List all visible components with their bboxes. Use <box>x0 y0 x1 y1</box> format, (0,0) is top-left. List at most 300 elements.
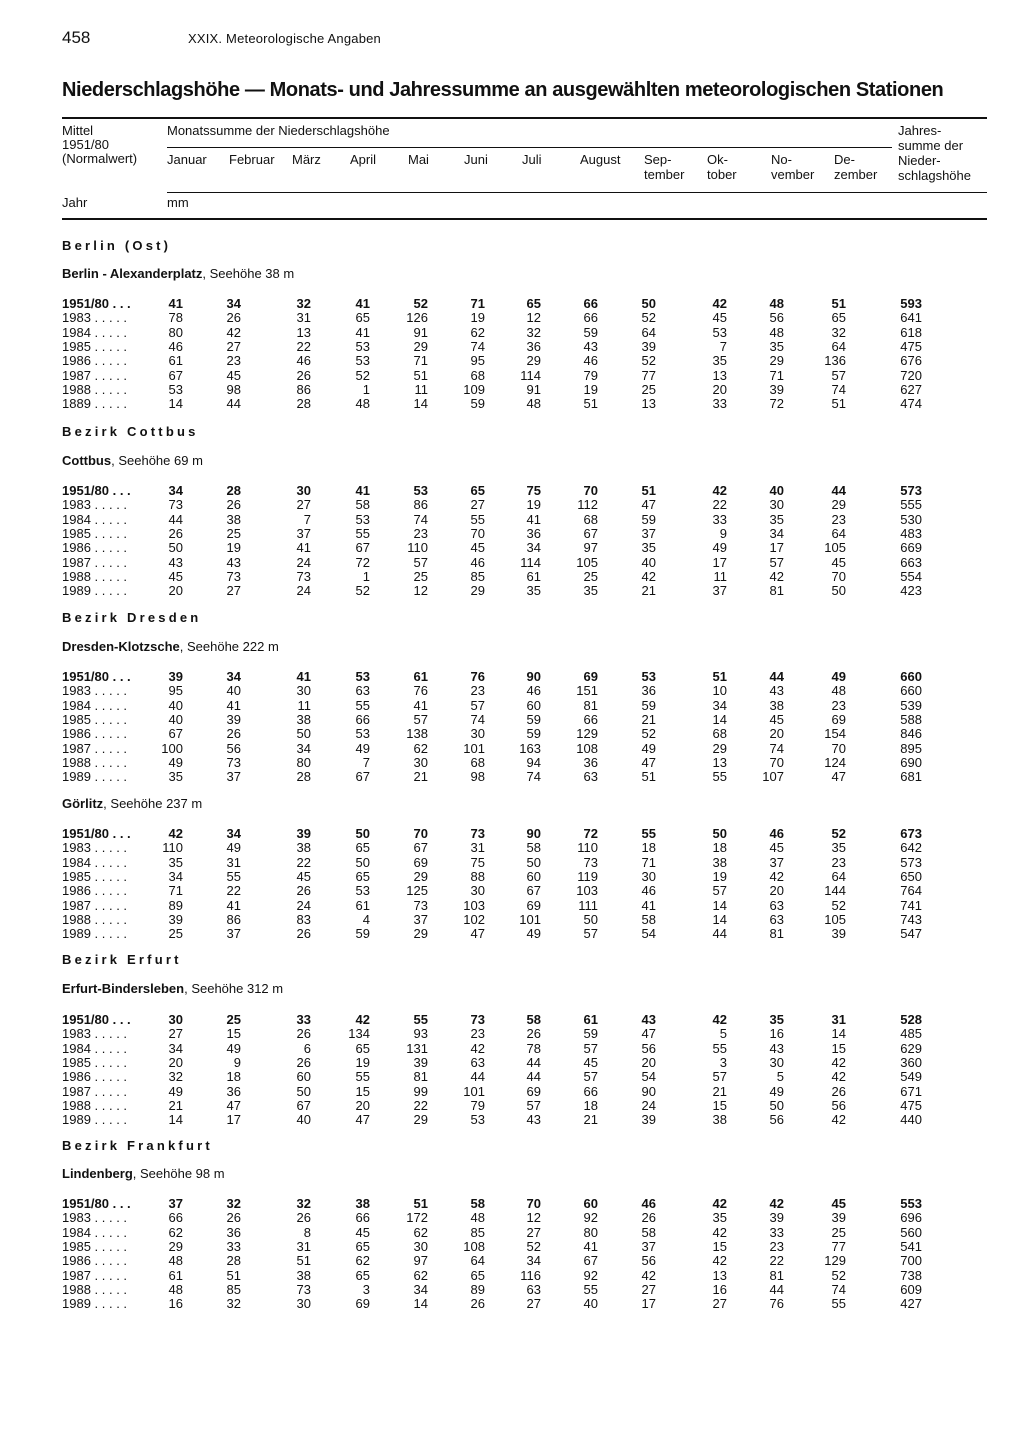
month-value-cell: 63 <box>526 1281 541 1297</box>
month-value-cell: 29 <box>168 1238 183 1254</box>
month-value-cell: 67 <box>168 726 183 742</box>
month-value-cell: 57 <box>470 697 485 713</box>
row-year: 1951/80 . . . <box>62 1012 131 1027</box>
table-row <box>0 1113 1024 1127</box>
annual-sum-cell: 553 <box>900 1196 922 1211</box>
month-value-cell: 53 <box>355 353 370 369</box>
annual-sum-cell: 618 <box>900 324 922 340</box>
month-value-cell: 76 <box>413 683 428 699</box>
month-value-cell: 77 <box>831 1238 846 1254</box>
month-value-cell: 57 <box>712 883 727 899</box>
month-value-cell: 101 <box>519 911 541 927</box>
month-value-cell: 110 <box>407 540 428 556</box>
station-label: Dresden-Klotzsche, Seehöhe 222 m <box>62 639 279 654</box>
month-value-cell: 71 <box>470 296 485 311</box>
month-value-cell: 95 <box>168 683 183 699</box>
month-value-cell: 26 <box>296 367 311 383</box>
table-row <box>0 899 1024 913</box>
station-name: Cottbus <box>62 453 112 468</box>
month-value-cell: 43 <box>641 1012 656 1027</box>
row-year: 1989 . . . . . <box>62 1112 128 1128</box>
month-value-cell: 50 <box>712 826 727 841</box>
month-value-cell: 24 <box>296 897 311 913</box>
month-value-cell: 86 <box>413 497 428 513</box>
header-annual-3: Nieder- <box>898 153 941 168</box>
header-normalwert: (Normalwert) <box>62 151 138 166</box>
month-value-cell: 44 <box>712 926 727 942</box>
month-value-cell: 60 <box>526 697 541 713</box>
month-value-cell: 42 <box>712 1012 727 1027</box>
annual-sum-cell: 738 <box>900 1267 922 1283</box>
header-annual-1: Jahres- <box>898 123 942 138</box>
header-februar: Februar <box>229 152 275 167</box>
month-value-cell: 61 <box>526 568 541 584</box>
month-value-cell: 98 <box>470 769 485 785</box>
month-value-cell: 14 <box>168 1112 183 1128</box>
month-value-cell: 68 <box>712 726 727 742</box>
month-value-cell: 25 <box>226 1012 241 1027</box>
month-value-cell: 19 <box>355 1054 370 1070</box>
month-value-cell: 29 <box>413 926 428 942</box>
row-year: 1986 . . . . . <box>62 1069 128 1085</box>
month-value-cell: 68 <box>470 754 485 770</box>
month-value-cell: 13 <box>712 1267 727 1283</box>
month-value-cell: 3 <box>362 1281 370 1297</box>
month-value-cell: 73 <box>413 897 428 913</box>
month-value-cell: 45 <box>769 711 784 727</box>
month-value-cell: 124 <box>824 754 846 770</box>
row-year: 1989 . . . . . <box>62 926 128 942</box>
header-mittel: Mittel <box>62 123 94 138</box>
month-value-cell: 80 <box>296 754 311 770</box>
month-value-cell: 26 <box>226 726 241 742</box>
month-value-cell: 30 <box>413 754 428 770</box>
month-value-cell: 23 <box>226 353 241 369</box>
month-value-cell: 69 <box>583 669 598 684</box>
month-value-cell: 14 <box>168 396 183 412</box>
month-value-cell: 29 <box>712 740 727 756</box>
month-value-cell: 134 <box>348 1026 370 1042</box>
month-value-cell: 154 <box>824 726 846 742</box>
month-value-cell: 78 <box>526 1040 541 1056</box>
month-value-cell: 40 <box>168 697 183 713</box>
month-value-cell: 42 <box>831 1069 846 1085</box>
month-value-cell: 20 <box>712 381 727 397</box>
station-name: Lindenberg <box>62 1166 133 1181</box>
month-value-cell: 44 <box>526 1054 541 1070</box>
month-value-cell: 16 <box>712 1281 727 1297</box>
month-value-cell: 67 <box>355 540 370 556</box>
section-heading: Bezirk Frankfurt <box>62 1138 213 1153</box>
month-value-cell: 51 <box>712 669 727 684</box>
month-value-cell: 131 <box>406 1040 428 1056</box>
month-value-cell: 49 <box>769 1083 784 1099</box>
annual-sum-cell: 671 <box>900 1083 922 1099</box>
month-value-cell: 27 <box>712 1296 727 1312</box>
month-value-cell: 71 <box>641 854 656 870</box>
month-value-cell: 65 <box>355 1267 370 1283</box>
month-value-cell: 59 <box>526 711 541 727</box>
month-value-cell: 55 <box>226 868 241 884</box>
month-value-cell: 65 <box>470 1267 485 1283</box>
month-value-cell: 62 <box>168 1224 183 1240</box>
month-value-cell: 109 <box>463 381 485 397</box>
month-value-cell: 24 <box>641 1097 656 1113</box>
month-value-cell: 30 <box>641 868 656 884</box>
month-value-cell: 136 <box>824 353 846 369</box>
month-value-cell: 23 <box>831 511 846 527</box>
station-label: Görlitz, Seehöhe 237 m <box>62 796 203 811</box>
month-value-cell: 51 <box>583 396 598 412</box>
table-row <box>0 742 1024 756</box>
month-value-cell: 45 <box>296 868 311 884</box>
month-value-cell: 50 <box>296 1083 311 1099</box>
month-value-cell: 56 <box>769 1112 784 1128</box>
annual-sum-cell: 895 <box>900 740 922 756</box>
month-value-cell: 53 <box>355 726 370 742</box>
header-month-group: Monatssumme der Niederschlagshöhe <box>167 123 390 138</box>
month-value-cell: 73 <box>226 568 241 584</box>
month-value-cell: 33 <box>712 511 727 527</box>
month-value-cell: 27 <box>168 1026 183 1042</box>
month-value-cell: 73 <box>226 754 241 770</box>
month-value-cell: 59 <box>583 324 598 340</box>
month-value-cell: 49 <box>712 540 727 556</box>
month-value-cell: 25 <box>413 568 428 584</box>
month-value-cell: 27 <box>470 497 485 513</box>
month-value-cell: 42 <box>712 483 727 498</box>
month-value-cell: 65 <box>355 1040 370 1056</box>
month-value-cell: 69 <box>526 897 541 913</box>
month-value-cell: 69 <box>413 854 428 870</box>
month-value-cell: 55 <box>355 697 370 713</box>
month-value-cell: 163 <box>519 740 541 756</box>
row-year: 1986 . . . . . <box>62 883 128 899</box>
month-value-cell: 81 <box>769 583 784 599</box>
page-title: Niederschlagshöhe — Monats- und Jahressumme an ausgewählten meteorologischen Stationen <box>62 79 944 101</box>
month-value-cell: 39 <box>168 911 183 927</box>
row-year: 1984 . . . . . <box>62 854 128 870</box>
annual-sum-cell: 555 <box>900 497 922 513</box>
month-value-cell: 59 <box>583 1026 598 1042</box>
month-value-cell: 22 <box>296 338 311 354</box>
month-value-cell: 61 <box>583 1012 598 1027</box>
month-value-cell: 43 <box>583 338 598 354</box>
month-value-cell: 44 <box>769 669 784 684</box>
month-value-cell: 81 <box>413 1069 428 1085</box>
table-row <box>0 1042 1024 1056</box>
row-year: 1889 . . . . . <box>62 396 128 412</box>
month-value-cell: 29 <box>413 338 428 354</box>
row-year: 1984 . . . . . <box>62 1040 128 1056</box>
month-value-cell: 37 <box>226 926 241 942</box>
row-year: 1986 . . . . . <box>62 353 128 369</box>
page-number: 458 <box>62 28 91 47</box>
header-oktober-2: tober <box>707 167 737 182</box>
month-value-cell: 83 <box>296 911 311 927</box>
month-value-cell: 17 <box>712 554 727 570</box>
month-value-cell: 36 <box>583 754 598 770</box>
header-maerz: März <box>292 152 321 167</box>
month-value-cell: 108 <box>576 740 598 756</box>
month-value-cell: 20 <box>641 1054 656 1070</box>
month-value-cell: 144 <box>824 883 846 899</box>
month-value-cell: 19 <box>526 497 541 513</box>
month-value-cell: 61 <box>355 897 370 913</box>
month-value-cell: 30 <box>470 726 485 742</box>
month-value-cell: 92 <box>583 1267 598 1283</box>
month-value-cell: 38 <box>296 1267 311 1283</box>
month-value-cell: 114 <box>520 367 541 383</box>
month-value-cell: 43 <box>769 1040 784 1056</box>
annual-sum-cell: 627 <box>900 381 922 397</box>
table-row <box>0 1283 1024 1297</box>
month-value-cell: 27 <box>226 338 241 354</box>
month-value-cell: 86 <box>296 381 311 397</box>
table-row <box>0 684 1024 698</box>
month-value-cell: 62 <box>355 1253 370 1269</box>
month-value-cell: 49 <box>831 669 846 684</box>
month-value-cell: 30 <box>769 497 784 513</box>
month-value-cell: 50 <box>583 911 598 927</box>
month-value-cell: 14 <box>413 1296 428 1312</box>
month-value-cell: 12 <box>413 583 428 599</box>
month-value-cell: 112 <box>577 497 598 513</box>
annual-sum-cell: 673 <box>900 826 922 841</box>
month-value-cell: 79 <box>470 1097 485 1113</box>
month-value-cell: 80 <box>583 1224 598 1240</box>
month-value-cell: 46 <box>769 826 784 841</box>
month-value-cell: 66 <box>583 296 598 311</box>
annual-sum-cell: 720 <box>900 367 922 383</box>
month-value-cell: 67 <box>296 1097 311 1113</box>
running-head <box>62 28 992 50</box>
month-value-cell: 56 <box>641 1040 656 1056</box>
month-value-cell: 63 <box>583 769 598 785</box>
month-value-cell: 50 <box>355 854 370 870</box>
section-heading: Bezirk Dresden <box>62 610 202 625</box>
month-value-cell: 51 <box>413 1196 428 1211</box>
row-year: 1989 . . . . . <box>62 583 128 599</box>
month-value-cell: 27 <box>641 1281 656 1297</box>
month-value-cell: 53 <box>355 883 370 899</box>
month-value-cell: 65 <box>526 296 541 311</box>
month-value-cell: 66 <box>355 711 370 727</box>
month-value-cell: 59 <box>470 396 485 412</box>
month-value-cell: 111 <box>578 897 598 913</box>
month-value-cell: 35 <box>526 583 541 599</box>
month-value-cell: 56 <box>641 1253 656 1269</box>
row-year: 1989 . . . . . <box>62 1296 128 1312</box>
month-value-cell: 50 <box>296 726 311 742</box>
header-august: August <box>580 152 621 167</box>
month-value-cell: 3 <box>719 1054 727 1070</box>
table-row <box>0 1070 1024 1084</box>
month-value-cell: 93 <box>413 1026 428 1042</box>
month-value-cell: 44 <box>526 1069 541 1085</box>
month-value-cell: 34 <box>226 826 241 841</box>
annual-sum-cell: 690 <box>900 754 922 770</box>
month-value-cell: 20 <box>769 883 784 899</box>
month-value-cell: 73 <box>583 854 598 870</box>
month-value-cell: 73 <box>296 1281 311 1297</box>
row-year: 1987 . . . . . <box>62 367 128 383</box>
month-value-cell: 58 <box>526 1012 541 1027</box>
month-value-cell: 52 <box>355 367 370 383</box>
month-value-cell: 47 <box>470 926 485 942</box>
month-value-cell: 27 <box>526 1224 541 1240</box>
month-value-cell: 33 <box>296 1012 311 1027</box>
month-value-cell: 25 <box>226 525 241 541</box>
month-value-cell: 55 <box>355 525 370 541</box>
month-value-cell: 55 <box>712 769 727 785</box>
annual-sum-cell: 641 <box>900 310 922 326</box>
month-value-cell: 59 <box>641 511 656 527</box>
month-value-cell: 19 <box>470 310 485 326</box>
row-year: 1985 . . . . . <box>62 525 128 541</box>
month-value-cell: 70 <box>831 740 846 756</box>
month-value-cell: 57 <box>526 1097 541 1113</box>
header-dezember-1: De- <box>834 152 855 167</box>
month-value-cell: 74 <box>470 338 485 354</box>
month-value-cell: 27 <box>296 497 311 513</box>
month-value-cell: 42 <box>831 1054 846 1070</box>
month-value-cell: 31 <box>831 1012 846 1027</box>
month-value-cell: 73 <box>168 497 183 513</box>
month-value-cell: 69 <box>526 1083 541 1099</box>
table-row <box>0 770 1024 784</box>
header-unit: mm <box>167 195 189 210</box>
month-value-cell: 75 <box>470 854 485 870</box>
annual-sum-cell: 629 <box>900 1040 922 1056</box>
month-value-cell: 42 <box>831 1112 846 1128</box>
month-value-cell: 15 <box>712 1097 727 1113</box>
month-value-cell: 43 <box>168 554 183 570</box>
month-value-cell: 30 <box>470 883 485 899</box>
table-row <box>0 383 1024 397</box>
month-value-cell: 42 <box>355 1012 370 1027</box>
station-label: Erfurt-Bindersleben, Seehöhe 312 m <box>62 981 284 996</box>
month-value-cell: 52 <box>355 583 370 599</box>
annual-sum-cell: 588 <box>900 711 922 727</box>
row-year: 1986 . . . . . <box>62 540 128 556</box>
month-value-cell: 20 <box>168 1054 183 1070</box>
month-value-cell: 56 <box>226 740 241 756</box>
annual-sum-cell: 609 <box>900 1281 922 1297</box>
month-value-cell: 105 <box>824 540 846 556</box>
month-value-cell: 74 <box>769 740 784 756</box>
month-value-cell: 81 <box>769 1267 784 1283</box>
month-value-cell: 119 <box>577 868 598 884</box>
month-value-cell: 13 <box>712 367 727 383</box>
month-value-cell: 29 <box>413 868 428 884</box>
month-value-cell: 52 <box>831 826 846 841</box>
month-value-cell: 20 <box>168 583 183 599</box>
month-value-cell: 24 <box>296 583 311 599</box>
month-value-cell: 49 <box>641 740 656 756</box>
month-value-cell: 34 <box>296 740 311 756</box>
month-value-cell: 42 <box>769 1196 784 1211</box>
table-row <box>0 541 1024 555</box>
annual-sum-cell: 573 <box>900 854 922 870</box>
month-value-cell: 34 <box>226 669 241 684</box>
annual-sum-cell: 541 <box>900 1238 922 1254</box>
month-value-cell: 34 <box>168 1040 183 1056</box>
month-value-cell: 65 <box>355 840 370 856</box>
month-value-cell: 34 <box>168 483 183 498</box>
month-value-cell: 53 <box>355 338 370 354</box>
month-value-cell: 48 <box>355 396 370 412</box>
station-elevation: Seehöhe 69 m <box>118 453 203 468</box>
month-value-cell: 37 <box>413 911 428 927</box>
month-value-cell: 43 <box>226 554 241 570</box>
month-value-cell: 41 <box>355 296 370 311</box>
month-value-cell: 64 <box>831 525 846 541</box>
month-value-cell: 54 <box>641 926 656 942</box>
month-value-cell: 52 <box>526 1238 541 1254</box>
month-value-cell: 59 <box>526 726 541 742</box>
month-value-cell: 61 <box>413 669 428 684</box>
month-value-cell: 57 <box>831 367 846 383</box>
row-year: 1987 . . . . . <box>62 1083 128 1099</box>
month-value-cell: 35 <box>712 353 727 369</box>
month-value-cell: 105 <box>824 911 846 927</box>
month-value-cell: 46 <box>296 353 311 369</box>
month-value-cell: 35 <box>583 583 598 599</box>
month-value-cell: 70 <box>526 1196 541 1211</box>
month-value-cell: 53 <box>413 483 428 498</box>
month-value-cell: 42 <box>712 296 727 311</box>
month-value-cell: 70 <box>470 525 485 541</box>
month-value-cell: 22 <box>296 854 311 870</box>
month-value-cell: 16 <box>769 1026 784 1042</box>
annual-sum-cell: 660 <box>900 669 922 684</box>
header-bottom-rule <box>62 218 987 220</box>
month-value-cell: 55 <box>583 1281 598 1297</box>
month-value-cell: 19 <box>226 540 241 556</box>
month-value-cell: 151 <box>576 683 598 699</box>
month-value-cell: 44 <box>769 1281 784 1297</box>
month-value-cell: 32 <box>226 1296 241 1312</box>
month-value-cell: 8 <box>303 1224 311 1240</box>
month-value-cell: 72 <box>769 396 784 412</box>
month-value-cell: 52 <box>413 296 428 311</box>
month-value-cell: 26 <box>168 525 183 541</box>
month-value-cell: 50 <box>641 296 656 311</box>
month-value-cell: 54 <box>641 1069 656 1085</box>
month-value-cell: 41 <box>641 897 656 913</box>
month-value-cell: 50 <box>769 1097 784 1113</box>
month-value-cell: 19 <box>712 868 727 884</box>
table-row <box>0 297 1024 311</box>
month-value-cell: 22 <box>712 497 727 513</box>
month-value-cell: 62 <box>413 1267 428 1283</box>
row-year: 1984 . . . . . <box>62 511 128 527</box>
month-value-cell: 37 <box>712 583 727 599</box>
row-year: 1988 . . . . . <box>62 568 128 584</box>
table-row <box>0 354 1024 368</box>
month-value-cell: 41 <box>355 324 370 340</box>
annual-sum-cell: 764 <box>900 883 922 899</box>
month-value-cell: 42 <box>470 1040 485 1056</box>
row-year: 1988 . . . . . <box>62 1097 128 1113</box>
month-value-cell: 34 <box>769 525 784 541</box>
station-elevation: Seehöhe 237 m <box>110 796 203 811</box>
month-value-cell: 7 <box>303 511 311 527</box>
row-year: 1988 . . . . . <box>62 1281 128 1297</box>
month-value-cell: 13 <box>296 324 311 340</box>
station-name: Görlitz <box>62 796 104 811</box>
